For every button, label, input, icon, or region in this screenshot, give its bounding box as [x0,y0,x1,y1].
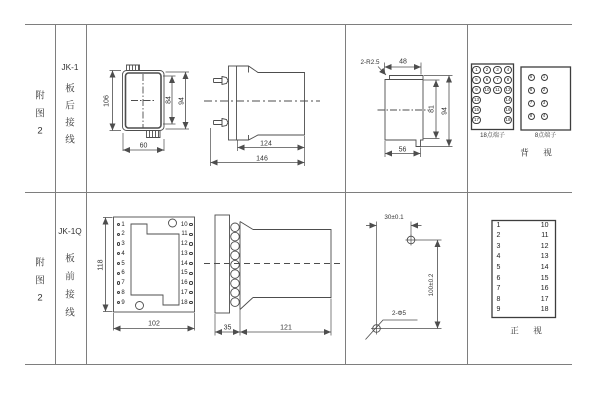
table-cell: 6 [496,274,501,282]
plate-terminal [117,230,125,238]
terminal-ring: 17 [472,116,481,125]
wiring-bot-4: 线 [65,307,75,319]
dim-124: 124 [260,140,272,147]
label-2-phi5: 2-Φ5 [391,309,407,317]
terminal-circle-icon [117,223,120,226]
wiring-top-3: 接 [65,117,75,129]
terminal-circle-icon [117,281,120,284]
fig-label-top-1: 附 [35,90,45,102]
terminal-ring: 13 [472,96,481,105]
table-cell: 18 [540,306,549,314]
terminal-ring: 4 [541,113,548,120]
terminal-ring: 6 [483,76,492,85]
wiring-top-1: 板 [65,83,75,95]
dim-121: 121 [280,324,292,331]
plate-terminal [173,289,193,297]
terminal-circle-icon [189,252,192,255]
dim-30: 30±0.1 [384,213,404,221]
terminal-number: 17 [180,289,188,296]
terminal-ring: 11 [493,86,502,95]
dim-94: 94 [178,96,186,105]
wiring-bot-1: 板 [65,253,75,265]
terminal-number: 13 [180,250,188,257]
plate-terminal [173,240,193,248]
terminal-ring: 4 [504,66,513,75]
dim-94-cutout: 94 [441,107,449,115]
terminal-ring: 3 [541,100,548,107]
terminal-ring: 18 [504,116,513,125]
terminal-circle-icon [117,301,120,304]
plate-terminal [173,250,193,258]
label-rear-view: 背 视 [520,147,558,158]
terminal-ring: 9 [472,86,481,95]
terminal-ring: 5 [528,74,535,81]
wiring-bot-3: 接 [65,289,75,301]
dim-60: 60 [139,142,148,150]
terminal-number: 11 [181,231,188,238]
terminal-number: 2 [121,231,125,238]
table-grid [25,25,572,365]
table-cell: 12 [540,242,549,250]
plate-terminal [173,269,193,277]
dim-100: 100±0.2 [427,273,435,296]
table-cell: 8 [496,295,501,303]
table-cell: 10 [540,221,549,229]
terminal-number: 12 [180,241,188,247]
terminal-circle-icon [189,223,192,226]
terminal-circle-icon [189,281,192,284]
fig-label-top-2: 图 [35,108,45,120]
terminal-ring: 1 [541,74,548,81]
terminal-number: 16 [180,280,188,286]
wiring-top-4: 线 [65,134,75,146]
terminal-number: 18 [180,299,188,306]
jk1-front-view [110,65,190,151]
terminal-circle-icon [117,272,120,275]
table-cell: 15 [540,274,549,282]
terminal-number: 9 [121,299,125,306]
terminal-circle-icon [117,262,120,265]
plate-terminal [173,221,193,229]
terminal-number: 1 [121,221,125,228]
terminal-ring: 6 [528,87,535,94]
table-cell: 17 [540,295,549,303]
terminal-ring: 1 [472,66,481,75]
terminal-number: 3 [121,241,125,247]
table-cell: 2 [496,232,501,240]
terminal-ring: 15 [472,106,481,115]
table-cell: 5 [496,263,501,271]
fig-label-bot-1: 附 [35,257,45,269]
wiring-bot-2: 前 [65,271,75,283]
terminal-ring: 7 [493,76,502,85]
table-cell: 13 [540,253,549,261]
dim-35: 35 [223,324,232,331]
terminal-ring: 2 [483,66,492,75]
dim-corner-radius: 2-R2.5 [360,58,380,66]
terminal-ring: 5 [472,76,481,85]
terminal-ring: 14 [504,96,513,105]
dim-48: 48 [399,58,407,66]
plate-terminal [117,269,125,277]
dim-118: 118 [97,258,104,271]
plate-terminal [117,250,125,258]
fig-label-bot-3: 2 [37,292,43,304]
terminal-ring: 7 [528,100,535,107]
terminal-circle-icon [189,291,192,294]
model-label-jk1q: JK-1Q [58,225,82,236]
plate-terminal [173,299,193,307]
terminal-ring: 10 [483,86,492,95]
terminal-number: 15 [180,270,188,277]
terminal-number: 5 [121,260,125,267]
dim-84: 84 [165,96,172,104]
terminal-ring: 12 [504,86,513,95]
terminal-number: 14 [180,260,188,267]
terminal-ring: 2 [541,87,548,94]
terminal-circle-icon [117,291,120,294]
terminal-circle-icon [189,301,192,304]
plate-terminal [117,221,125,229]
terminal-circle-icon [189,242,192,245]
table-cell: 1 [496,221,501,229]
plate-terminal [117,299,125,307]
terminal-ring: 8 [504,76,513,85]
label-18pt-terminal: 18点端子 [480,132,505,139]
dim-81: 81 [428,105,436,113]
dim-146: 146 [256,155,268,162]
terminal-ring: 8 [528,113,535,120]
fig-label-top-3: 2 [37,125,43,137]
terminal-number: 8 [121,289,125,296]
terminal-number: 6 [121,270,125,277]
terminal-number: 7 [121,280,125,286]
dim-106: 106 [103,94,110,107]
terminal-circle-icon [117,252,120,255]
terminal-circle-icon [189,272,192,275]
jk1q-side-view [204,215,341,336]
plate-terminal [117,289,125,297]
table-cell: 4 [496,253,501,261]
dim-56: 56 [398,146,407,153]
table-cell: 3 [496,242,501,250]
terminal-ring: 3 [493,66,502,75]
plate-terminal [117,260,125,268]
fig-label-bot-2: 图 [35,275,45,287]
terminal-circle-icon [189,262,192,265]
table-cell: 9 [496,306,501,314]
table-cell: 16 [540,285,549,293]
terminal-circle-icon [189,233,192,236]
dim-102: 102 [148,320,160,328]
terminal-circle-icon [117,233,120,236]
terminal-number: 10 [180,221,188,228]
plate-terminal [117,279,125,287]
label-8pt-terminal: 8点端子 [534,132,557,139]
plate-terminal [173,260,193,268]
jk1-side-view [204,66,320,166]
terminal-ring: 16 [504,106,513,115]
plate-terminal [117,240,125,248]
table-cell: 14 [540,263,549,271]
wiring-top-2: 后 [65,100,75,112]
plate-terminal [173,230,193,238]
plate-terminal [173,279,193,287]
label-front-view: 正 视 [510,325,548,336]
terminal-number: 4 [121,250,125,257]
model-label-jk1: JK-1 [61,61,79,72]
table-cell: 7 [496,285,501,293]
table-cell: 11 [541,232,549,240]
terminal-circle-icon [117,242,120,245]
